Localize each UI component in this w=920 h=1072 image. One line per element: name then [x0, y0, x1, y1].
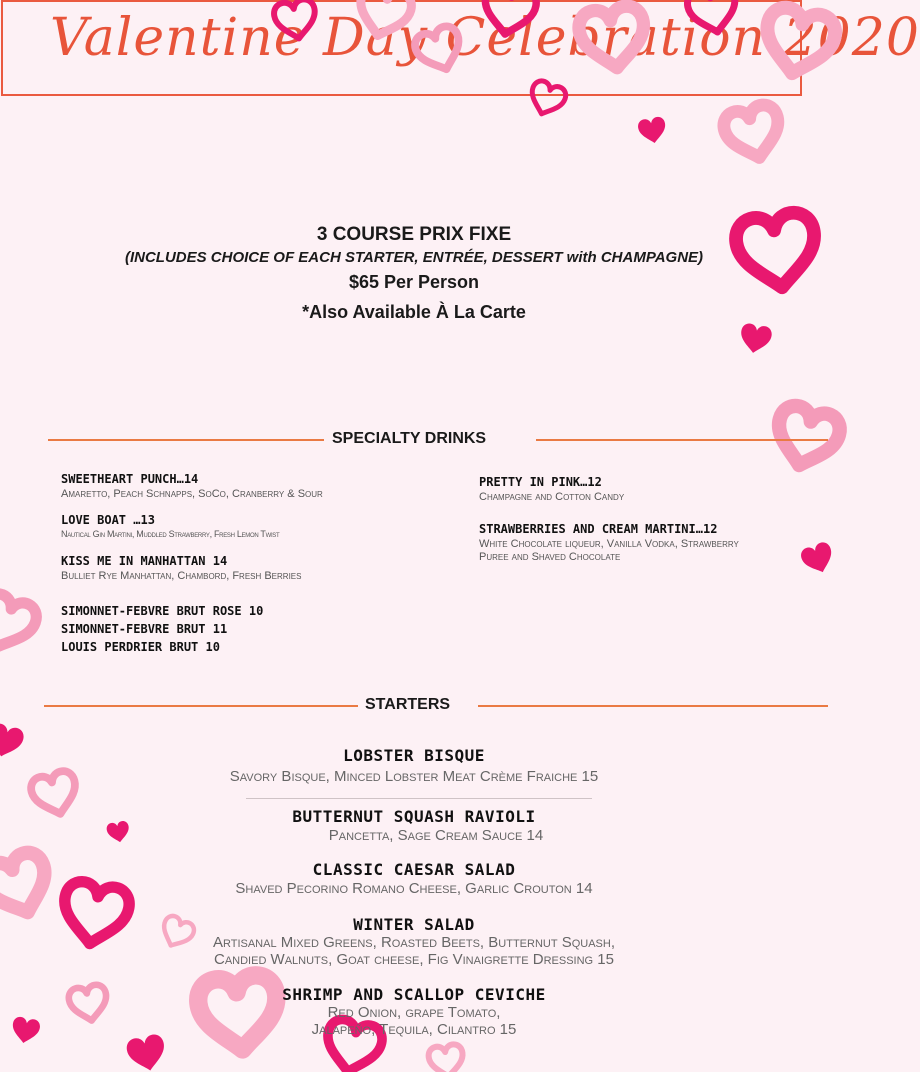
- sparkling-item: SIMONNET-FEBVRE BRUT ROSE 10: [61, 604, 264, 618]
- heart-icon: [637, 116, 668, 146]
- section-label: SPECIALTY DRINKS: [332, 430, 487, 447]
- starter-desc: Shaved Pecorino Romano Cheese, Garlic Crouton 14: [235, 880, 593, 897]
- drink-desc: Champagne and Cotton Candy: [479, 491, 625, 503]
- heart-icon: [427, 1043, 465, 1072]
- sparkling-item: LOUIS PERDRIER BRUT 10: [61, 640, 220, 654]
- starter-name: WINTER SALAD: [353, 915, 475, 934]
- starter-name: BUTTERNUT SQUASH RAVIOLI: [292, 807, 536, 826]
- starter-desc: Red Onion, grape Tomato,: [327, 1004, 501, 1021]
- drink-item: [61, 513, 279, 539]
- specialty-drinks-heading: [0, 430, 828, 450]
- heart-icon: [125, 1033, 169, 1072]
- starter-item: [0, 860, 828, 897]
- heart-icon: [799, 540, 837, 577]
- sparkling-list: [61, 602, 263, 656]
- starter-desc: Candied Walnuts, Goat cheese, Fig Vinaigrette Dressing 15: [214, 951, 614, 968]
- starter-desc: Jalapeño, Tequila, Cilantro 15: [311, 1021, 517, 1038]
- menu-title: Valentine Day Celebration 2020: [50, 8, 920, 68]
- drink-name: STRAWBERRIES AND CREAM MARTINI…12: [479, 522, 718, 536]
- section-label: STARTERS: [365, 696, 451, 713]
- drink-item: [479, 475, 624, 503]
- drink-desc: Nautical Gin Martini, Muddled Strawberry, Fresh Lemon Twist: [61, 529, 280, 539]
- starters-heading: [0, 696, 828, 716]
- divider-line: [44, 705, 358, 707]
- starter-name: CLASSIC CAESAR SALAD: [312, 860, 516, 879]
- heart-icon: [721, 102, 786, 164]
- drink-item: [61, 472, 323, 500]
- starter-desc: Artisanal Mixed Greens, Roasted Beets, Butternut Squash,: [212, 934, 616, 951]
- drink-desc: Bulliet Rye Manhattan, Chambord, Fresh Berries: [61, 570, 302, 582]
- divider-line: [48, 439, 324, 441]
- starter-name: SHRIMP AND SCALLOP CEVICHE: [282, 985, 546, 1004]
- drink-name: KISS ME IN MANHATTAN 14: [61, 554, 228, 568]
- starter-name: LOBSTER BISQUE: [343, 746, 485, 765]
- divider-line: [536, 439, 828, 441]
- prix-fixe-subtitle: (INCLUDES CHOICE OF EACH STARTER, ENTRÉE, DESSERT with CHAMPAGNE): [124, 249, 704, 266]
- heart-icon: [0, 590, 40, 656]
- divider-line: [478, 705, 828, 707]
- heart-icon: [738, 322, 773, 355]
- drink-item: [479, 522, 739, 563]
- drink-name: LOVE BOAT …13: [61, 513, 155, 527]
- starter-item: [0, 807, 828, 844]
- drink-name: PRETTY IN PINK…12: [479, 475, 602, 489]
- drink-desc: Amaretto, Peach Schnapps, SoCo, Cranberry & Sour: [61, 488, 323, 500]
- drink-desc: Puree and Shaved Chocolate: [479, 551, 621, 563]
- starter-separator: [246, 798, 592, 799]
- prix-fixe-title: 3 COURSE PRIX FIXE: [316, 224, 512, 245]
- starter-item: [0, 746, 828, 785]
- starter-desc: Savory Bisque, Minced Lobster Meat Crème Fraiche 15: [229, 768, 599, 785]
- starter-item: [0, 915, 828, 968]
- drink-desc: White Chocolate liqueur, Vanilla Vodka, Strawberry: [479, 538, 739, 550]
- sparkling-item: SIMONNET-FEBVRE BRUT 11: [61, 622, 228, 636]
- prix-fixe-price: $65 Per Person: [348, 272, 480, 292]
- drink-name: SWEETHEART PUNCH…14: [61, 472, 199, 486]
- drink-item: [61, 554, 301, 582]
- a-la-carte-note: *Also Available À La Carte: [302, 302, 526, 322]
- starter-desc: Pancetta, Sage Cream Sauce 14: [328, 827, 544, 844]
- starter-item: [0, 985, 828, 1038]
